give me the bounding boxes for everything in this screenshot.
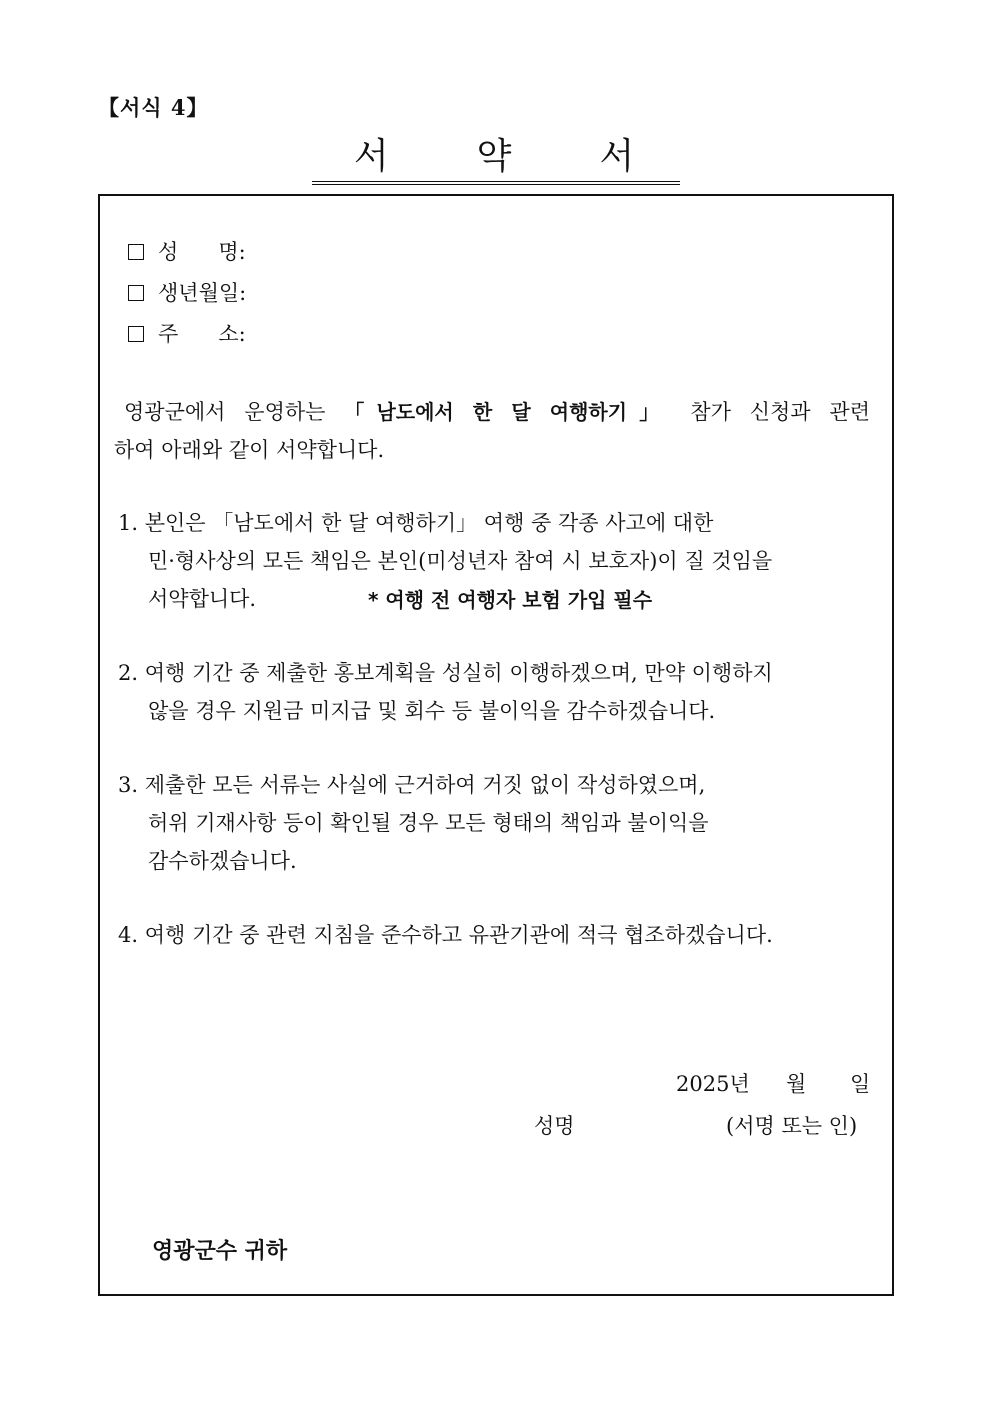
document-title (312, 128, 680, 185)
checkbox-icon (128, 285, 144, 301)
recipient: 영광군수 귀하 (152, 1239, 288, 1264)
checkbox-icon (128, 326, 144, 342)
item-2-line-2: 않을 경우 지원금 미지급 및 회수 등 불이익을 감수하겠습니다. (148, 699, 716, 723)
date-day: 일 (850, 1072, 871, 1096)
title-char: 약 (476, 136, 516, 177)
signature-hint: (서명 또는 인) (726, 1114, 858, 1138)
document-title-wrap (0, 128, 992, 185)
date-year: 2025년 (676, 1072, 750, 1096)
date-month: 월 (786, 1072, 807, 1096)
item-3-line-3: 감수하겠습니다. (148, 849, 297, 873)
intro-pre: 영광군에서 운영하는 (124, 400, 345, 424)
item-3-line-1: 3. 제출한 모든 서류는 사실에 근거하여 거짓 없이 작성하였으며, (118, 773, 706, 797)
insurance-note: * 여행 전 여행자 보험 가입 필수 (368, 588, 653, 612)
field-birthdate-label: 생년월일: (158, 281, 247, 305)
intro-post: 참가 신청과 관련 (671, 400, 870, 424)
form-label: 【서식 4】 (98, 95, 209, 120)
intro-program-name: 「남도에서 한 달 여행하기」 (344, 400, 672, 424)
field-name[interactable] (128, 236, 246, 266)
item-4-line-1: 4. 여행 기간 중 관련 지침을 준수하고 유관기관에 적극 협조하겠습니다. (118, 923, 773, 947)
field-address[interactable] (128, 318, 246, 348)
checkbox-icon (128, 244, 144, 260)
item-1-line-2: 민·형사상의 모든 책임은 본인(미성년자 참여 시 보호자)이 질 것임을 (148, 549, 773, 573)
field-name-label: 성 명: (158, 240, 246, 264)
item-3-line-2: 허위 기재사항 등이 확인될 경우 모든 형태의 책임과 불이익을 (148, 811, 709, 835)
item-1-line-1: 1. 본인은 「남도에서 한 달 여행하기」 여행 중 각종 사고에 대한 (118, 511, 714, 535)
intro-line-1 (124, 396, 870, 426)
field-birthdate[interactable] (128, 277, 246, 307)
field-address-label: 주 소: (158, 322, 246, 346)
item-1-line-3: 서약합니다. (148, 587, 257, 611)
title-char: 서 (599, 136, 639, 177)
item-2-line-1: 2. 여행 기간 중 제출한 홍보계획을 성실히 이행하겠으며, 만약 이행하지 (118, 661, 773, 685)
intro-line-2: 하여 아래와 같이 서약합니다. (114, 438, 385, 462)
title-char: 서 (353, 136, 393, 177)
signature-label: 성명 (534, 1114, 575, 1138)
